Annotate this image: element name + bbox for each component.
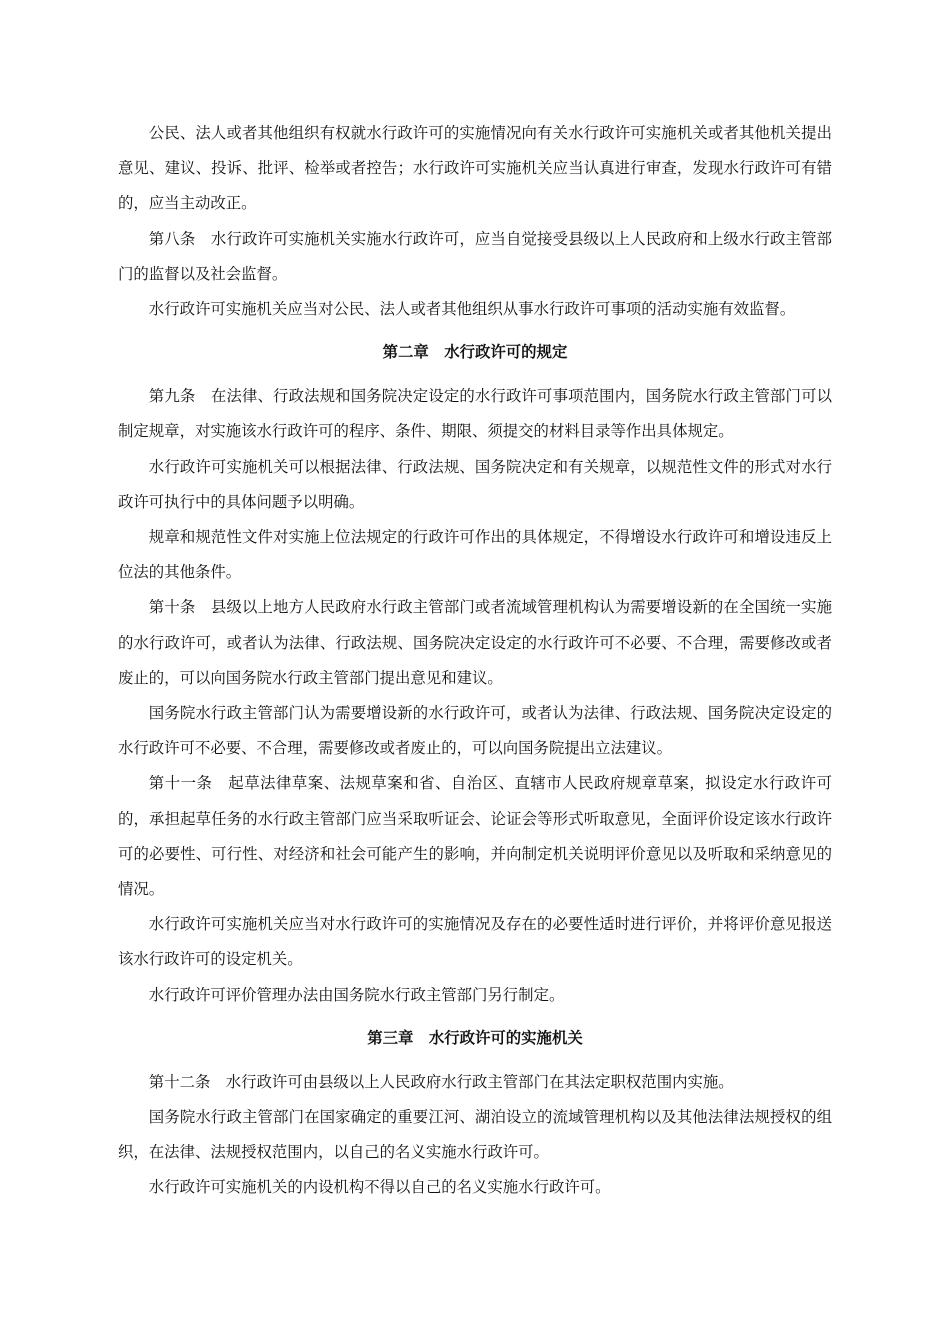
paragraph-article-9: 第九条 在法律、行政法规和国务院决定设定的水行政许可事项范围内，国务院水行政主管部门可以制定规章，对实施该水行政许可的程序、条件、期限、须提交的材料目录等作出具体规定。 — [118, 387, 832, 441]
paragraph-internal-bodies: 水行政许可实施机关的内设机构不得以自己的名义实施水行政许可。 — [148, 1178, 611, 1197]
paragraph-basin-authorities: 国务院水行政主管部门在国家确定的重要江河、湖泊设立的流域管理机构以及其他法律法规授权的组织，在法律、法规授权范围内，以自己的名义实施水行政许可。 — [118, 1108, 832, 1162]
paragraph-periodic-evaluation: 水行政许可实施机关应当对水行政许可的实施情况及存在的必要性适时进行评价，并将评价意见报送该水行政许可的设定机关。 — [118, 915, 832, 969]
paragraph-legislative-suggestion: 国务院水行政主管部门认为需要增设新的水行政许可，或者认为法律、行政法规、国务院决定设定的水行政许可不必要、不合理，需要修改或者废止的，可以向国务院提出立法建议。 — [118, 704, 832, 758]
paragraph-effective-supervision: 水行政许可实施机关应当对公民、法人或者其他组织从事水行政许可事项的活动实施有效监督。 — [148, 300, 796, 319]
paragraph-article-10: 第十条 县级以上地方人民政府水行政主管部门或者流域管理机构认为需要增设新的在全国统一实施的水行政许可，或者认为法律、行政法规、国务院决定设定的水行政许可不必要、不合理，需要修改或者废止的，可以向国务院水行政主管部门提出意见和建议。 — [118, 598, 832, 687]
paragraph-article-11: 第十一条 起草法律草案、法规草案和省、自治区、直辖市人民政府规章草案，拟设定水行政许可的，承担起草任务的水行政主管部门应当采取听证会、论证会等形式听取意见，全面评价设定该水行政许可的必要性、可行性、对经济和社会可能产生的影响，并向制定机关说明评价意见以及听取和采纳意见的情况。 — [118, 774, 832, 899]
chapter-2-heading: 第二章 水行政许可的规定 — [382, 343, 568, 362]
paragraph-article-8: 第八条 水行政许可实施机关实施水行政许可，应当自觉接受县级以上人民政府和上级水行政主管部门的监督以及社会监督。 — [118, 229, 832, 283]
paragraph-article-12: 第十二条 水行政许可由县级以上人民政府水行政主管部门在其法定职权范围内实施。 — [148, 1072, 734, 1091]
paragraph-no-additional-conditions: 规章和规范性文件对实施上位法规定的行政许可作出的具体规定，不得增设水行政许可和增设违反上位法的其他条件。 — [118, 528, 832, 582]
paragraph-public-supervision-rights: 公民、法人或者其他组织有权就水行政许可的实施情况向有关水行政许可实施机关或者其他机关提出意见、建议、投诉、批评、检举或者控告；水行政许可实施机关应当认真进行审查，发现水行政许可有错的，应当主动改正。 — [118, 124, 832, 213]
chapter-3-heading: 第三章 水行政许可的实施机关 — [367, 1028, 583, 1047]
paragraph-evaluation-measures: 水行政许可评价管理办法由国务院水行政主管部门另行制定。 — [148, 985, 565, 1004]
paragraph-normative-documents: 水行政许可实施机关可以根据法律、行政法规、国务院决定和有关规章，以规范性文件的形式对水行政许可执行中的具体问题予以明确。 — [118, 457, 832, 511]
document-page — [118, 116, 832, 1206]
